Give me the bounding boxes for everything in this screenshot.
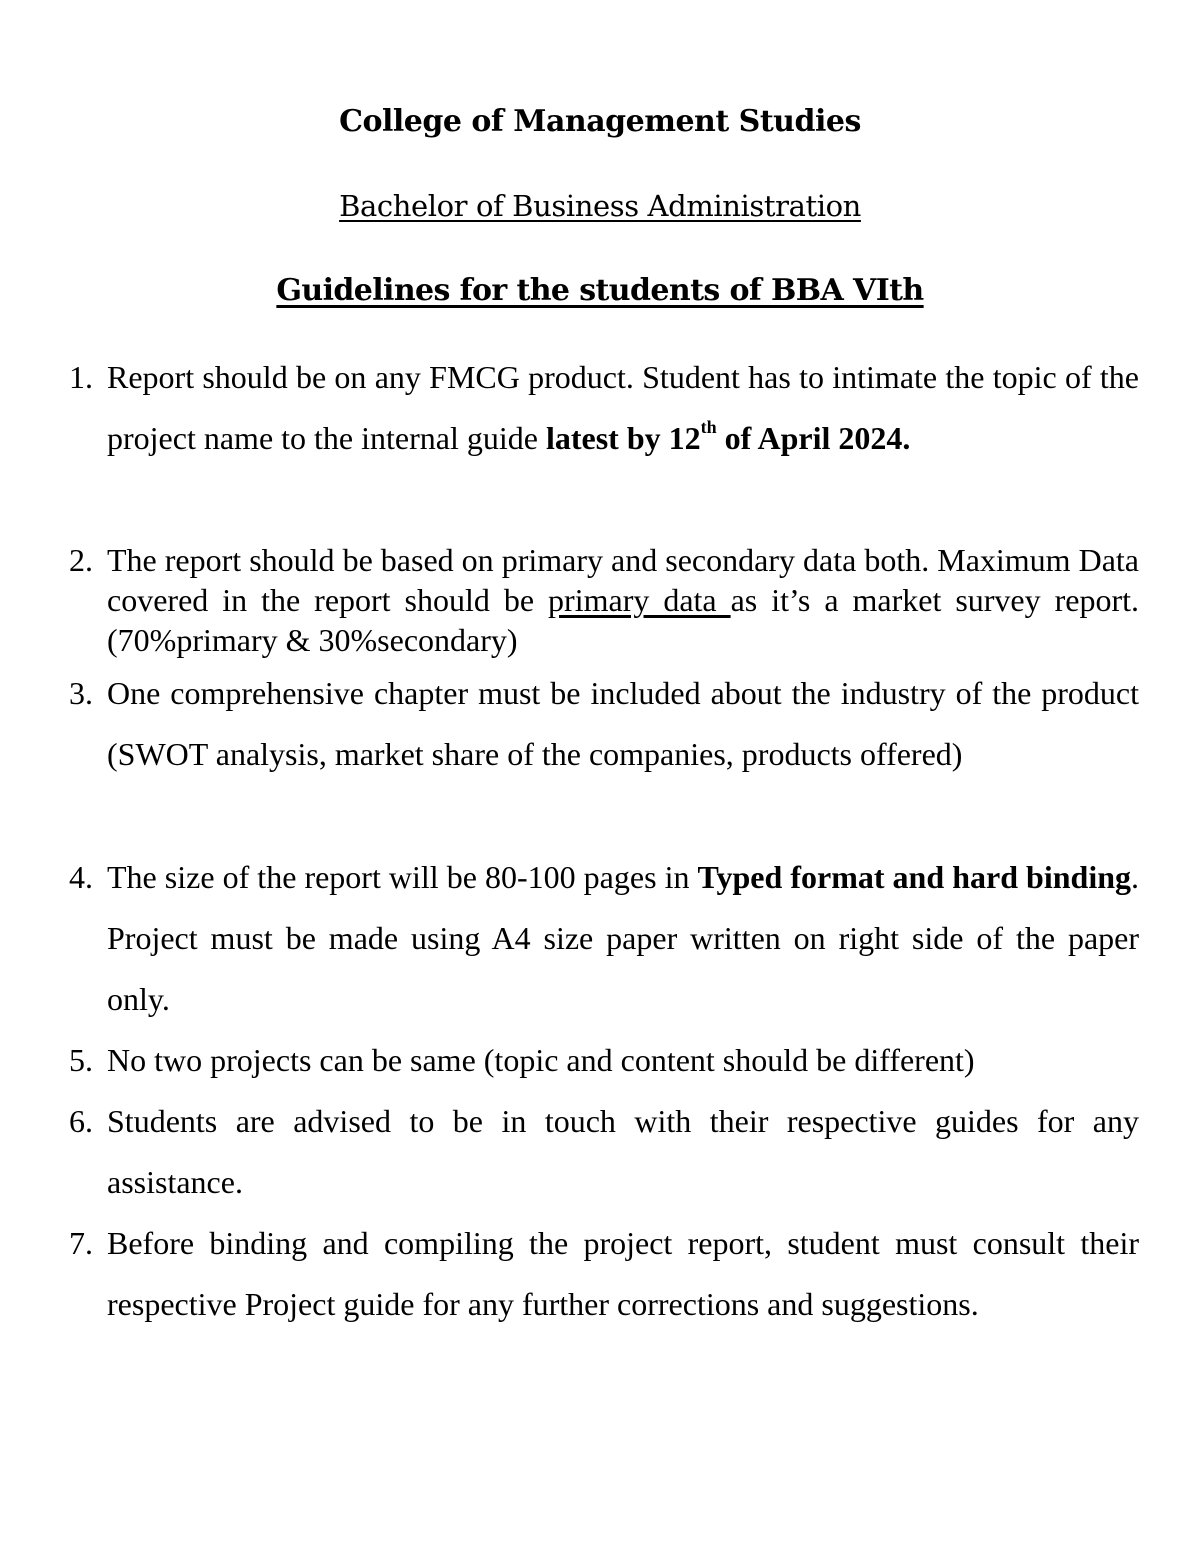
item-text: Report should be on any FMCG product. Student has to intimate the topic of the project name to the internal guide [107, 359, 1139, 456]
guidelines-title: Guidelines for the students of BBA VIth [276, 273, 924, 308]
item-number: 5. [69, 1042, 93, 1078]
item-number: 6. [69, 1103, 93, 1139]
deadline-text: latest by 12 [545, 420, 701, 456]
guideline-item-4 [69, 847, 1139, 1030]
item-number: 3. [69, 675, 93, 711]
item-number: 1. [69, 359, 93, 395]
guideline-item-1 [69, 347, 1139, 469]
item-text: Students are advised to be in touch with their respective guides for any assistance. [107, 1103, 1139, 1200]
format-requirement-text: Typed format and hard binding [697, 859, 1131, 895]
ordinal-suffix: th [700, 417, 717, 438]
deadline-text-end: of April 2024. [716, 420, 911, 456]
item-text: The report should be based on primary and secondary data both. Maximum Data covered in the report should be [107, 542, 1139, 618]
item-text: The size of the report will be 80-100 pages in [107, 859, 698, 895]
item-number: 2. [69, 542, 93, 578]
item-text-end: . Project must be made using A4 size paper written on right side of the paper only. [107, 859, 1139, 1017]
item-text: Before binding and compiling the project report, student must consult their respective Project guide for any further corrections and suggestions. [107, 1225, 1139, 1322]
guideline-item-7 [69, 1213, 1139, 1335]
item-number: 4. [69, 859, 93, 895]
primary-data-text: primary data [548, 582, 731, 618]
guideline-item-5 [69, 1030, 1139, 1091]
guideline-item-6 [69, 1091, 1139, 1213]
item-text-end: as it’s a market survey report. (70%primary & 30%secondary) [107, 582, 1140, 658]
guideline-item-3 [69, 663, 1139, 785]
item-text: No two projects can be same (topic and content should be different) [107, 1042, 975, 1078]
college-name: College of Management Studies [339, 104, 861, 139]
item-text: One comprehensive chapter must be included about the industry of the product (SWOT analysis, market share of the companies, products offered) [107, 675, 1139, 772]
program-name: Bachelor of Business Administration [339, 189, 861, 223]
item-number: 7. [69, 1225, 93, 1261]
guideline-item-2 [69, 540, 1140, 660]
